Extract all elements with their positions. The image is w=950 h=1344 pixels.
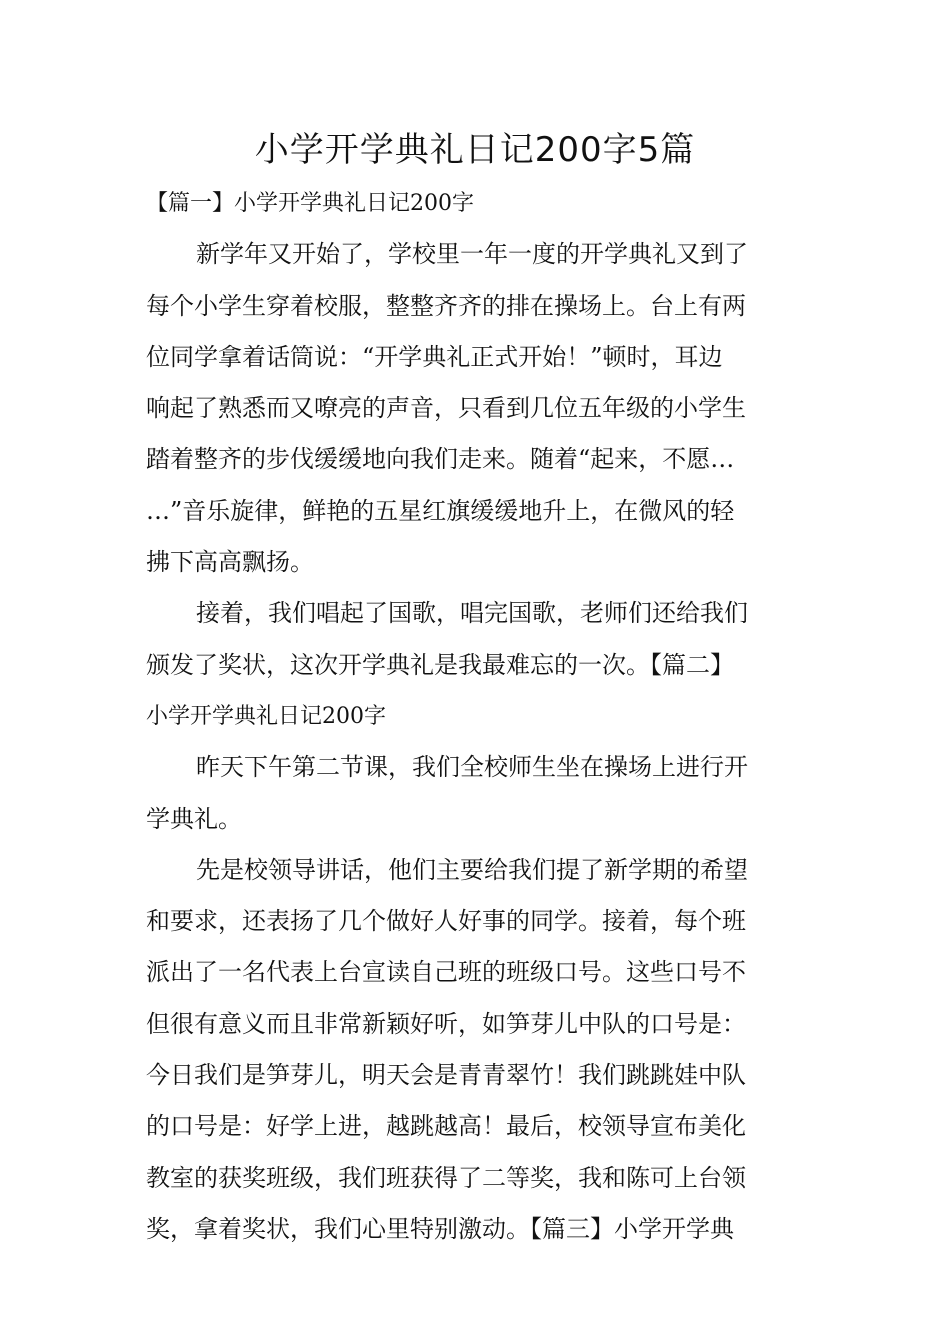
paragraph-line: 教室的获奖班级，我们班获得了二等奖，我和陈可上台领 — [146, 1163, 746, 1192]
paragraph-line: 拂下高高飘扬。 — [146, 548, 314, 577]
paragraph-line: …”音乐旋律，鲜艳的五星红旗缓缓地升上，在微风的轻 — [146, 496, 735, 525]
section-heading-line: 【篇一】小学开学典礼日记200字 — [146, 191, 474, 216]
paragraph-line: 奖，拿着奖状，我们心里特别激动。【篇三】小学开学典 — [146, 1214, 734, 1243]
paragraph-line: 每个小学生穿着校服，整整齐齐的排在操场上。台上有两 — [146, 291, 746, 320]
paragraph-line: 派出了一名代表上台宣读自己班的班级口号。这些口号不 — [146, 958, 746, 987]
paragraph-line: 和要求，还表扬了几个做好人好事的同学。接着，每个班 — [146, 907, 746, 936]
paragraph-line: 位同学拿着话筒说：“开学典礼正式开始！”顿时，耳边 — [146, 342, 723, 371]
paragraph-line: 学典礼。 — [146, 804, 242, 833]
paragraph-line: 先是校领导讲话，他们主要给我们提了新学期的希望 — [196, 855, 748, 884]
paragraph-line: 的口号是：好学上进，越跳越高！最后，校领导宣布美化 — [146, 1112, 746, 1141]
paragraph-line: 响起了熟悉而又嘹亮的声音，只看到几位五年级的小学生 — [146, 394, 746, 423]
document-title: 小学开学典礼日记200字5篇 — [254, 130, 696, 170]
document-body — [146, 178, 806, 1255]
paragraph-line: 颁发了奖状，这次开学典礼是我最难忘的一次。【篇二】 — [146, 650, 734, 679]
paragraph-line: 昨天下午第二节课，我们全校师生坐在操场上进行开 — [196, 753, 748, 782]
paragraph-line: 踏着整齐的步伐缓缓地向我们走来。随着“起来，不愿… — [146, 445, 735, 474]
paragraph-line: 新学年又开始了，学校里一年一度的开学典礼又到了 — [196, 240, 748, 269]
section-heading-line: 小学开学典礼日记200字 — [146, 703, 386, 729]
paragraph-line: 接着，我们唱起了国歌，唱完国歌，老师们还给我们 — [196, 599, 748, 628]
paragraph-line: 但很有意义而且非常新颖好听，如笋芽儿中队的口号是： — [146, 1009, 746, 1038]
paragraph-line: 今日我们是笋芽儿，明天会是青青翠竹！我们跳跳娃中队 — [146, 1061, 746, 1090]
